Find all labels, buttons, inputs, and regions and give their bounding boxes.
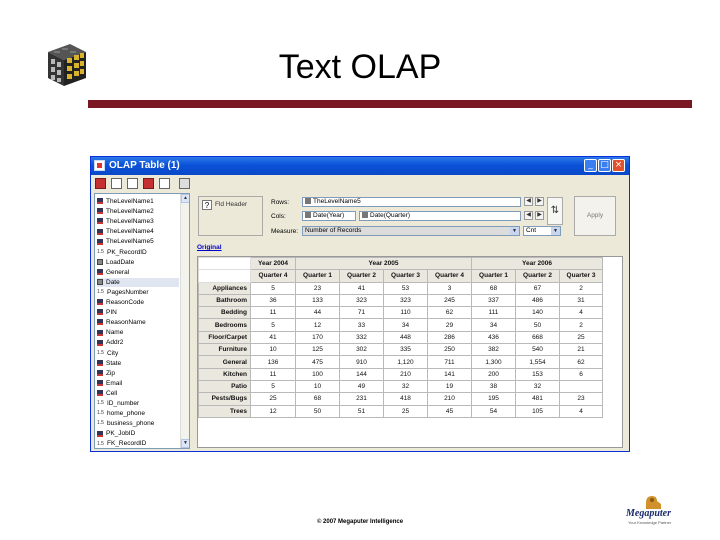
- table-cell[interactable]: 51: [340, 405, 384, 417]
- level-field-icon: [97, 309, 103, 315]
- table-cell[interactable]: 910: [340, 356, 384, 368]
- date-icon: [305, 212, 311, 218]
- table-cell[interactable]: 195: [472, 393, 516, 405]
- table-cell[interactable]: 41: [340, 282, 384, 294]
- table-cell[interactable]: 33: [340, 319, 384, 331]
- numeric-field-icon: 1.5: [97, 410, 104, 417]
- level-field-icon: [97, 218, 103, 224]
- table-cell[interactable]: 4: [560, 307, 603, 319]
- scroll-down-icon[interactable]: ▼: [181, 439, 190, 448]
- year-header[interactable]: Year 2005: [296, 258, 472, 270]
- field-label: General: [106, 268, 130, 276]
- field-label: TheLevelName5: [106, 238, 154, 246]
- pivot-corner: [199, 258, 251, 270]
- table-cell[interactable]: 62: [560, 356, 603, 368]
- table-cell[interactable]: 34: [472, 319, 516, 331]
- table-cell[interactable]: 110: [384, 307, 428, 319]
- table-cell[interactable]: 668: [516, 331, 560, 343]
- table-cell[interactable]: 29: [428, 319, 472, 331]
- numeric-field-icon: 1.5: [97, 400, 104, 407]
- rows-field[interactable]: [302, 197, 521, 207]
- field-list-item[interactable]: [97, 308, 179, 317]
- rows-left-arrow-icon[interactable]: ◀: [524, 197, 533, 206]
- field-label: ReasonName: [106, 319, 146, 327]
- field-label: Addr2: [106, 339, 124, 347]
- row-header[interactable]: Furniture: [199, 344, 251, 356]
- table-cell[interactable]: 486: [516, 294, 560, 306]
- cols-field-year[interactable]: [302, 211, 356, 221]
- table-cell[interactable]: 2: [560, 282, 603, 294]
- row-header[interactable]: Trees: [199, 405, 251, 417]
- year-header[interactable]: Year 2004: [251, 258, 296, 270]
- table-row: [199, 405, 603, 417]
- cols-label: Cols:: [271, 213, 286, 220]
- quarter-header[interactable]: Quarter 3: [384, 270, 428, 282]
- table-cell[interactable]: 62: [428, 307, 472, 319]
- table-cell[interactable]: 323: [384, 294, 428, 306]
- logo-tagline: Your Knowledge Partner: [628, 520, 672, 525]
- help-text: Fld Header: [215, 201, 248, 208]
- table-cell[interactable]: 170: [296, 331, 340, 343]
- new-icon[interactable]: [95, 178, 106, 189]
- row-header[interactable]: Bathroom: [199, 294, 251, 306]
- olap-table-window: [90, 156, 630, 452]
- level-icon: [305, 198, 311, 204]
- megaputer-logo: [624, 494, 688, 528]
- chevron-down-icon: ▼: [510, 227, 519, 235]
- field-list-item[interactable]: [97, 268, 179, 277]
- numeric-field-icon: 1.5: [97, 440, 104, 447]
- original-link[interactable]: Original: [197, 244, 222, 251]
- table-cell[interactable]: 36: [251, 294, 296, 306]
- table-cell[interactable]: 5: [251, 282, 296, 294]
- row-header[interactable]: General: [199, 356, 251, 368]
- help-icon[interactable]: ?: [202, 200, 212, 210]
- field-label: Cell: [106, 389, 118, 397]
- table-cell[interactable]: 286: [428, 331, 472, 343]
- level-field-icon: [97, 319, 103, 325]
- table-cell[interactable]: 140: [516, 307, 560, 319]
- export-icon[interactable]: [179, 178, 190, 189]
- table-cell[interactable]: 475: [296, 356, 340, 368]
- maximize-button[interactable]: □: [598, 159, 611, 172]
- quarter-header[interactable]: Quarter 4: [428, 270, 472, 282]
- table-cell[interactable]: 5: [251, 319, 296, 331]
- table-cell[interactable]: 2: [560, 319, 603, 331]
- level-field-icon: [97, 330, 103, 336]
- slide-title: Text OLAP: [278, 48, 442, 86]
- table-cell[interactable]: 10: [251, 344, 296, 356]
- table-cell[interactable]: 1,554: [516, 356, 560, 368]
- field-list-item[interactable]: [97, 248, 179, 257]
- help-box: [198, 196, 263, 236]
- table-cell[interactable]: 6: [560, 368, 603, 380]
- title-divider: [88, 100, 692, 108]
- table-row: [199, 307, 603, 319]
- quarter-header[interactable]: Quarter 4: [251, 270, 296, 282]
- table-cell[interactable]: 34: [384, 319, 428, 331]
- field-list-item[interactable]: [97, 389, 179, 398]
- field-list-item[interactable]: [97, 369, 179, 378]
- numeric-field-icon: 1.5: [97, 248, 104, 255]
- row-header[interactable]: Bedrooms: [199, 319, 251, 331]
- swap-axes-icon[interactable]: ⇅: [547, 197, 563, 225]
- app-icon: [94, 160, 105, 171]
- level-field-icon: [97, 370, 103, 376]
- table-cell[interactable]: 210: [384, 368, 428, 380]
- field-list-item[interactable]: [97, 207, 179, 216]
- table-cell[interactable]: 418: [384, 393, 428, 405]
- table-cell[interactable]: 250: [428, 344, 472, 356]
- date-icon: [362, 212, 368, 218]
- olap-settings-panel: [195, 193, 627, 449]
- field-label: Email: [106, 379, 123, 387]
- table-cell[interactable]: 3: [428, 282, 472, 294]
- table-cell[interactable]: 19: [428, 380, 472, 392]
- table-cell[interactable]: 200: [472, 368, 516, 380]
- field-label: City: [107, 349, 119, 357]
- table-cell[interactable]: 141: [428, 368, 472, 380]
- field-label: TheLevelName4: [106, 228, 154, 236]
- field-list-item[interactable]: [97, 197, 179, 206]
- field-label: Date: [106, 278, 120, 286]
- field-list-item[interactable]: [97, 217, 179, 226]
- pivot-corner: [199, 270, 251, 282]
- table-cell[interactable]: 10: [296, 380, 340, 392]
- table-cell[interactable]: 25: [560, 331, 603, 343]
- date-field-icon: [97, 279, 103, 285]
- measure-select[interactable]: [302, 226, 520, 236]
- table-cell[interactable]: 136: [251, 356, 296, 368]
- numeric-field-icon: 1.5: [97, 349, 104, 356]
- chart-icon[interactable]: [143, 178, 154, 189]
- year-header[interactable]: Year 2006: [472, 258, 603, 270]
- table-cell[interactable]: 32: [516, 380, 560, 392]
- table-cell[interactable]: 54: [472, 405, 516, 417]
- table-cell[interactable]: 41: [251, 331, 296, 343]
- table-cell[interactable]: 111: [472, 307, 516, 319]
- cols-left-arrow-icon[interactable]: ◀: [524, 211, 533, 220]
- table-cell[interactable]: 11: [251, 368, 296, 380]
- close-button[interactable]: ×: [612, 159, 625, 172]
- measure-value: Number of Records: [305, 227, 362, 234]
- field-label: LoadDate: [106, 258, 135, 266]
- table-cell[interactable]: [560, 380, 603, 392]
- field-label: TheLevelName1: [106, 198, 154, 205]
- table-cell[interactable]: 12: [251, 405, 296, 417]
- table-cell[interactable]: 144: [340, 368, 384, 380]
- field-list-item[interactable]: [97, 237, 179, 246]
- toolbar: [93, 177, 203, 191]
- field-label: Name: [106, 329, 124, 337]
- chevron-down-icon: ▼: [551, 227, 560, 235]
- cols-value-1: Date(Year): [313, 212, 345, 219]
- table-cell[interactable]: 32: [384, 380, 428, 392]
- table-cell[interactable]: 31: [560, 294, 603, 306]
- field-list-item[interactable]: [97, 359, 179, 368]
- field-list-item[interactable]: [97, 258, 179, 267]
- table-cell[interactable]: 540: [516, 344, 560, 356]
- aggregate-select[interactable]: [523, 226, 561, 236]
- numeric-field-icon: 1.5: [97, 289, 104, 296]
- table-cell[interactable]: 711: [428, 356, 472, 368]
- table-cell[interactable]: 100: [296, 368, 340, 380]
- field-label: Zip: [106, 369, 116, 377]
- field-list-item[interactable]: [97, 278, 179, 287]
- table-cell[interactable]: 4: [560, 405, 603, 417]
- grid-icon[interactable]: [111, 178, 122, 189]
- table-row: [199, 319, 603, 331]
- field-label: business_phone: [107, 420, 155, 428]
- table-row: [199, 368, 603, 380]
- field-label: State: [106, 359, 122, 367]
- field-list-item[interactable]: [97, 399, 179, 408]
- field-label: PK_JobID: [106, 430, 136, 438]
- date-field-icon: [97, 259, 103, 265]
- table-cell[interactable]: 125: [296, 344, 340, 356]
- level-field-icon: [97, 269, 103, 275]
- row-header[interactable]: Kitchen: [199, 368, 251, 380]
- table-cell[interactable]: 1,120: [384, 356, 428, 368]
- quarter-header[interactable]: Quarter 2: [516, 270, 560, 282]
- cols-right-arrow-icon[interactable]: ▶: [535, 211, 544, 220]
- field-label: home_phone: [107, 410, 145, 418]
- quarter-header[interactable]: Quarter 1: [296, 270, 340, 282]
- level-field-icon: [97, 299, 103, 305]
- table-cell[interactable]: 71: [340, 307, 384, 319]
- field-list-item[interactable]: [97, 439, 179, 448]
- rows-label: Rows:: [271, 199, 290, 206]
- table-row: [199, 380, 603, 392]
- table-cell[interactable]: 245: [428, 294, 472, 306]
- field-list-item[interactable]: [97, 419, 179, 428]
- table-cell[interactable]: 45: [428, 405, 472, 417]
- measure-label: Measure:: [271, 228, 299, 235]
- field-list-item[interactable]: [97, 318, 179, 327]
- row-header[interactable]: Pests/Bugs: [199, 393, 251, 405]
- table-cell[interactable]: 68: [472, 282, 516, 294]
- field-label: ID_number: [107, 400, 140, 407]
- table-row: [199, 282, 603, 294]
- rows-value: TheLevelName5: [313, 198, 361, 205]
- level-field-icon: [97, 380, 103, 386]
- table-cell[interactable]: 332: [340, 331, 384, 343]
- table-cell[interactable]: 38: [472, 380, 516, 392]
- table-row: [199, 356, 603, 368]
- table-row: [199, 294, 603, 306]
- field-label: TheLevelName2: [106, 208, 154, 216]
- table-cell[interactable]: 25: [384, 405, 428, 417]
- table-cell[interactable]: 335: [384, 344, 428, 356]
- field-label: PK_RecordID: [107, 248, 147, 256]
- pivot-table: [198, 257, 603, 418]
- numeric-field-icon: 1.5: [97, 420, 104, 427]
- field-list-item[interactable]: [97, 349, 179, 358]
- apply-button[interactable]: Apply: [574, 196, 616, 236]
- quarter-header[interactable]: Quarter 2: [340, 270, 384, 282]
- field-label: ReasonCode: [106, 299, 144, 306]
- level-field-icon: [97, 239, 103, 245]
- scroll-up-icon[interactable]: ▲: [181, 194, 190, 203]
- table-cell[interactable]: 21: [560, 344, 603, 356]
- cols-value-2: Date(Quarter): [370, 212, 411, 219]
- level-field-icon: [97, 208, 103, 214]
- table-cell[interactable]: 12: [296, 319, 340, 331]
- table-cell[interactable]: 337: [472, 294, 516, 306]
- level-field-icon: [97, 198, 103, 204]
- table-cell[interactable]: 481: [516, 393, 560, 405]
- table-row: [199, 331, 603, 343]
- level-field-icon: [97, 431, 103, 437]
- table-cell[interactable]: 11: [251, 307, 296, 319]
- table-cell[interactable]: 67: [516, 282, 560, 294]
- table-cell[interactable]: 133: [296, 294, 340, 306]
- quarter-header[interactable]: Quarter 3: [560, 270, 603, 282]
- table-cell[interactable]: 23: [296, 282, 340, 294]
- field-list[interactable]: [94, 193, 190, 449]
- field-label: PIN: [106, 309, 117, 317]
- table-cell[interactable]: 153: [516, 368, 560, 380]
- bar-chart-icon[interactable]: [159, 178, 170, 189]
- table-cell[interactable]: 448: [384, 331, 428, 343]
- table-cell[interactable]: 5: [251, 380, 296, 392]
- minimize-button[interactable]: _: [584, 159, 597, 172]
- copyright-footer: © 2007 Megaputer Intelligence: [316, 519, 404, 525]
- row-header[interactable]: Appliances: [199, 282, 251, 294]
- table-cell[interactable]: 44: [296, 307, 340, 319]
- level-field-icon: [97, 390, 103, 396]
- calculator-icon[interactable]: [127, 178, 138, 189]
- quarter-header[interactable]: Quarter 1: [472, 270, 516, 282]
- field-list-item[interactable]: [97, 227, 179, 236]
- table-cell[interactable]: 49: [340, 380, 384, 392]
- row-header[interactable]: Floor/Carpet: [199, 331, 251, 343]
- row-header[interactable]: Patio: [199, 380, 251, 392]
- field-list-item[interactable]: [97, 429, 179, 438]
- window-title: OLAP Table (1): [109, 160, 180, 171]
- field-list-item[interactable]: [97, 288, 179, 297]
- field-list-scrollbar[interactable]: [180, 194, 189, 448]
- aggregate-value: Cnt: [526, 227, 537, 234]
- table-cell[interactable]: 323: [340, 294, 384, 306]
- table-cell[interactable]: 302: [340, 344, 384, 356]
- pivot-table-container: [197, 256, 623, 448]
- table-row: [199, 344, 603, 356]
- window-titlebar[interactable]: [91, 157, 629, 175]
- field-list-item[interactable]: [97, 298, 179, 307]
- rows-right-arrow-icon[interactable]: ▶: [535, 197, 544, 206]
- field-list-item[interactable]: [97, 409, 179, 418]
- table-cell[interactable]: 210: [428, 393, 472, 405]
- table-cell[interactable]: 68: [296, 393, 340, 405]
- table-cell[interactable]: 231: [340, 393, 384, 405]
- field-list-item[interactable]: [97, 338, 179, 347]
- table-row: [199, 393, 603, 405]
- table-cell[interactable]: 25: [251, 393, 296, 405]
- table-cell[interactable]: 382: [472, 344, 516, 356]
- field-label: FK_RecordID: [107, 440, 147, 448]
- table-cell[interactable]: 436: [472, 331, 516, 343]
- row-header[interactable]: Bedding: [199, 307, 251, 319]
- level-field-icon: [97, 360, 103, 366]
- table-cell[interactable]: 50: [516, 319, 560, 331]
- cols-field-quarter[interactable]: [359, 211, 521, 221]
- field-list-item[interactable]: [97, 379, 179, 388]
- level-field-icon: [97, 229, 103, 235]
- table-cell[interactable]: 105: [516, 405, 560, 417]
- logo-wordmark: Megaputer: [626, 508, 671, 519]
- table-cell[interactable]: 50: [296, 405, 340, 417]
- table-cell[interactable]: 1,300: [472, 356, 516, 368]
- field-list-item[interactable]: [97, 328, 179, 337]
- table-cell[interactable]: 53: [384, 282, 428, 294]
- field-label: PagesNumber: [107, 288, 149, 296]
- level-field-icon: [97, 340, 103, 346]
- field-label: TheLevelName3: [106, 218, 154, 226]
- table-cell[interactable]: 23: [560, 393, 603, 405]
